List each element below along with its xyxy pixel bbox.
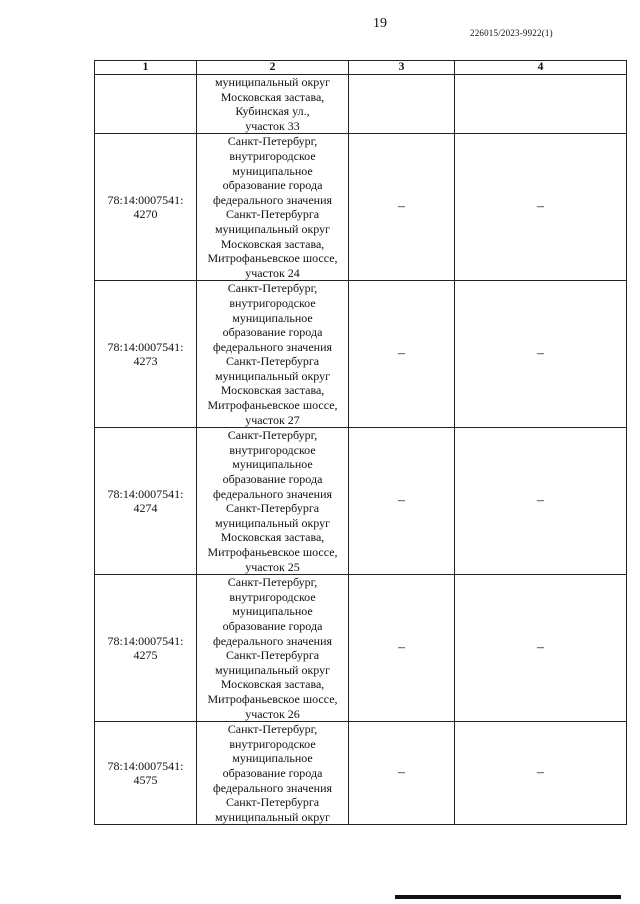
address-line: Санкт-Петербург,	[227, 575, 318, 590]
column-4-cell	[455, 75, 627, 134]
address-line: федерального значения	[212, 633, 333, 648]
column-3-cell	[349, 75, 455, 134]
document-reference: 226015/2023-9922(1)	[470, 28, 553, 38]
cadastral-number-suffix: 4575	[133, 773, 158, 788]
column-header-3: 3	[349, 61, 455, 75]
cadastral-number-cell	[95, 75, 197, 134]
column-header-4: 4	[455, 61, 627, 75]
address-line: федерального значения	[212, 339, 333, 354]
register-table	[94, 60, 627, 825]
address-line: внутригородское	[229, 589, 316, 604]
column-3-cell: –	[349, 134, 455, 281]
address-line: образование города	[222, 472, 323, 487]
cadastral-number-suffix: 4274	[133, 501, 158, 516]
cadastral-number-prefix: 78:14:0007541:	[107, 339, 184, 354]
address-line: муниципальное	[232, 457, 313, 472]
address-line: муниципальное	[232, 310, 313, 325]
address-cell	[197, 75, 349, 134]
address-line: внутригородское	[229, 148, 316, 163]
address-cell	[197, 134, 349, 281]
address-line: Кубинская ул.,	[235, 104, 310, 119]
table-row	[95, 134, 627, 281]
column-4-cell: –	[455, 281, 627, 428]
table-row	[95, 75, 627, 134]
address-line: образование города	[222, 325, 323, 340]
address-line: участок 26	[245, 706, 300, 721]
address-line: Санкт-Петербург,	[227, 722, 318, 737]
address-line: Санкт-Петербурга	[225, 501, 320, 516]
address-line: муниципальное	[232, 751, 313, 766]
address-line: образование города	[222, 765, 323, 780]
address-line: Митрофаньевское шоссе,	[207, 691, 338, 706]
address-line: федерального значения	[212, 780, 333, 795]
address-line: муниципальное	[232, 163, 313, 178]
cadastral-number-prefix: 78:14:0007541:	[107, 486, 184, 501]
column-header-1: 1	[95, 61, 197, 75]
address-line: участок 24	[245, 265, 300, 280]
cadastral-number-cell	[95, 722, 197, 825]
address-line: участок 33	[245, 118, 300, 133]
table-row	[95, 722, 627, 825]
column-4-cell: –	[455, 722, 627, 825]
table-row	[95, 281, 627, 428]
column-3-cell: –	[349, 722, 455, 825]
column-3-cell: –	[349, 428, 455, 575]
table-row	[95, 575, 627, 722]
address-line: Митрофаньевское шоссе,	[207, 545, 338, 559]
cadastral-number-prefix: 78:14:0007541:	[107, 192, 184, 207]
column-header-2: 2	[197, 61, 349, 75]
address-line: муниципальный округ	[214, 221, 331, 236]
address-cell	[197, 281, 349, 428]
address-cell	[197, 722, 349, 825]
address-line: внутригородское	[229, 736, 316, 751]
address-line: Санкт-Петербурга	[225, 648, 320, 663]
table-header-row	[95, 61, 627, 75]
address-line: Санкт-Петербурга	[225, 795, 320, 810]
address-cell	[197, 428, 349, 575]
table-row	[95, 428, 627, 575]
column-4-cell: –	[455, 575, 627, 722]
column-3-cell: –	[349, 575, 455, 722]
address-line: федерального значения	[212, 192, 333, 207]
address-line: Санкт-Петербурга	[225, 207, 320, 222]
address-line: муниципальный округ	[214, 809, 331, 824]
address-line: Московская застава,	[220, 236, 325, 251]
address-line: муниципальное	[232, 604, 313, 619]
address-line: Московская застава,	[220, 383, 325, 398]
column-4-cell: –	[455, 428, 627, 575]
address-line: федерального значения	[212, 486, 333, 501]
cadastral-number-cell	[95, 428, 197, 575]
address-line: Московская застава,	[220, 530, 325, 545]
address-line: образование города	[222, 618, 323, 633]
cadastral-number-suffix: 4270	[133, 207, 158, 222]
scan-edge-line	[395, 895, 621, 899]
cadastral-number-prefix: 78:14:0007541:	[107, 633, 184, 648]
address-line: Санкт-Петербург,	[227, 281, 318, 296]
column-4-cell: –	[455, 134, 627, 281]
column-3-cell: –	[349, 281, 455, 428]
cadastral-number-cell	[95, 134, 197, 281]
address-line: Санкт-Петербург,	[227, 428, 318, 443]
cadastral-number-cell	[95, 575, 197, 722]
address-line: Московская застава,	[220, 677, 325, 692]
address-cell	[197, 575, 349, 722]
address-line: Санкт-Петербург,	[227, 134, 318, 149]
cadastral-number-suffix: 4275	[133, 648, 158, 663]
address-line: муниципальный округ	[214, 368, 331, 383]
cadastral-number-prefix: 78:14:0007541:	[107, 758, 184, 773]
address-line: участок 25	[245, 559, 300, 574]
cadastral-number-suffix: 4273	[133, 354, 158, 369]
address-line: образование города	[222, 178, 323, 193]
address-line: Митрофаньевское шоссе,	[207, 398, 338, 413]
address-line: участок 27	[245, 412, 300, 427]
address-line: Санкт-Петербурга	[225, 354, 320, 369]
cadastral-number-cell	[95, 281, 197, 428]
address-line: внутригородское	[229, 442, 316, 457]
address-line: муниципальный округ	[214, 662, 331, 677]
address-line: Московская застава,	[220, 89, 325, 104]
address-line: внутригородское	[229, 295, 316, 310]
address-line: Митрофаньевское шоссе,	[207, 251, 338, 266]
page-number: 19	[373, 16, 387, 31]
address-line: муниципальный округ	[214, 75, 331, 89]
address-line: муниципальный округ	[214, 515, 331, 530]
